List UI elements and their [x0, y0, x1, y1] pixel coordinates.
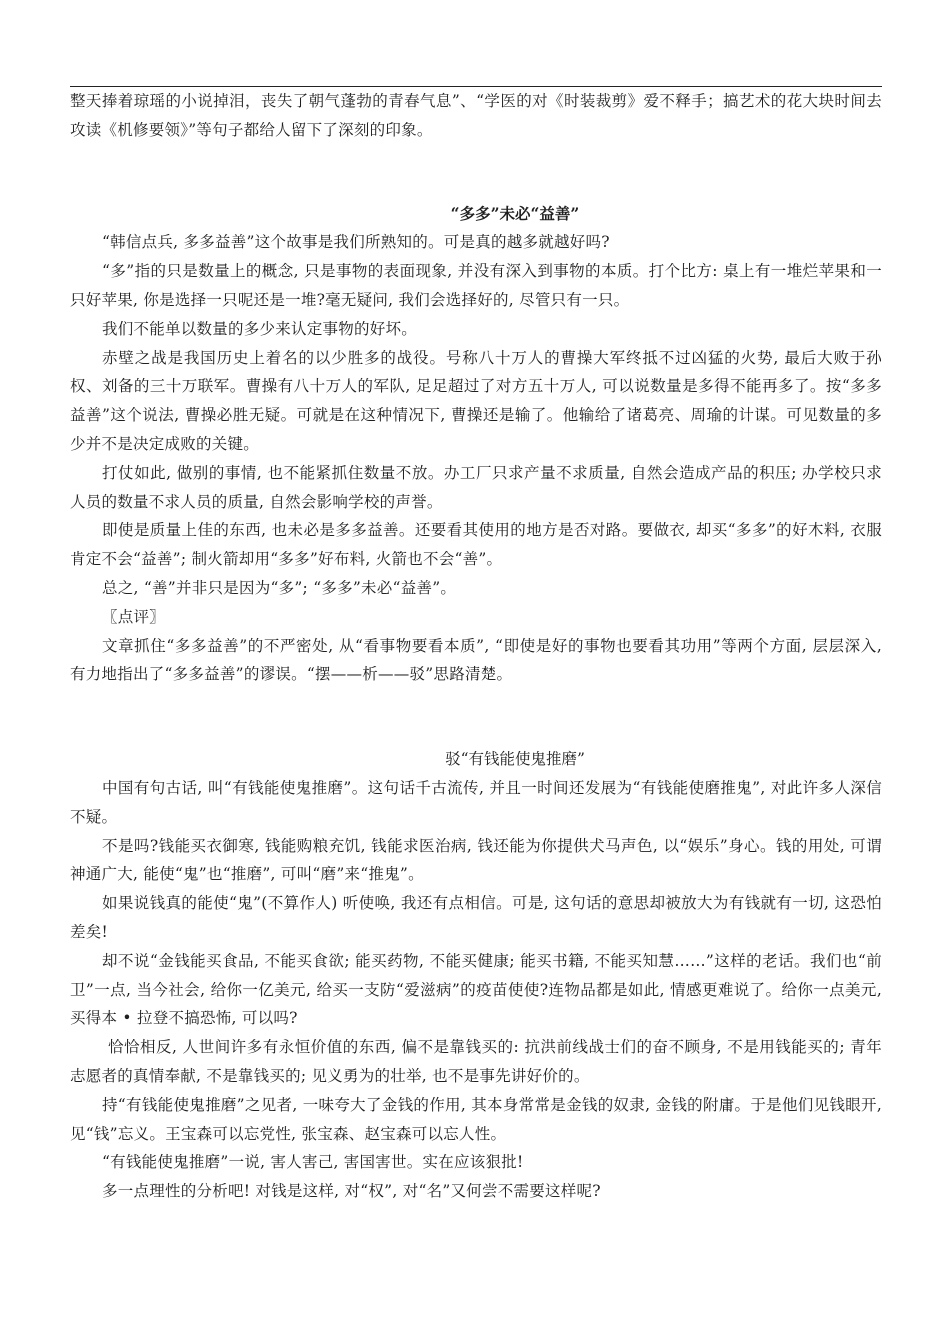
section-gap: [70, 145, 882, 200]
essay-1-paragraph: 打仗如此, 做别的事情, 也不能紧抓住数量不放。办工厂只求产量不求质量, 自然会造成产品的积压; 办学校只求人员的数量不求人员的质量, 自然会影响学校的声誉。: [70, 463, 882, 511]
essay-1-paragraph: “多”指的只是数量上的概念, 只是事物的表面现象, 并没有深入到事物的本质。打个比方: 桌上有一堆烂苹果和一只好苹果, 你是选择一只呢还是一堆?毫无疑问, 我们会选择好的, 尽管只有一只。: [70, 262, 882, 309]
essay-1-paragraph: “韩信点兵, 多多益善”这个故事是我们所熟知的。可是真的越多就越好吗?: [102, 233, 610, 252]
essay-2-paragraph: 中国有句古话, 叫“有钱能使鬼推磨”。这句话千古流传, 并且一时间还发展为“有钱能使磨推鬼”, 对此许多人深信不疑。: [70, 778, 882, 826]
essay-2-paragraph: “有钱能使鬼推磨”一说, 害人害己, 害国害世。实在应该狠批!: [102, 1153, 524, 1172]
essay-1-title: “多多”未必“益善”: [450, 203, 580, 223]
continued-paragraph: 整天捧着琼瑶的小说掉泪，丧失了朝气蓬勃的青春气息”、“学医的对《时装裁剪》爱不释手；搞艺术的花大块时间去攻读《机修要领》”等句子都给人留下了深刻的印象。: [70, 92, 882, 139]
essay-2-paragraph: 持“有钱能使鬼推磨”之见者, 一味夸大了金钱的作用, 其本身常常是金钱的奴隶, 金钱的附庸。于是他们见钱眼开, 见“钱”忘义。王宝森可以忘党性, 张宝森、赵宝森可以忘人性。: [70, 1095, 882, 1143]
essay-1: [70, 200, 882, 690]
comment-text: 文章抓住“多多益善”的不严密处, 从“看事物要看本质”, “即使是好的事物也要看其功用”等两个方面, 层层深入, 有力地指出了“多多益善”的谬误。“摆——析——驳”思路清楚。: [70, 636, 882, 684]
essay-1-paragraph: 我们不能单以数量的多少来认定事物的好坏。: [102, 319, 418, 338]
essay-2-paragraph: 却不说“金钱能买食品, 不能买食欲; 能买药物, 不能买健康; 能买书籍, 不能买知慧……”这样的老话。我们也“前卫”一点, 当今社会, 给你一亿美元, 给买一支防“爱滋病”的疫苗使使?连物品都是如此, 情感更难说了。给你一点美元, 买得本 • 拉登不搞恐怖, 可以吗?: [70, 951, 882, 1028]
essay-2-paragraph: 恰恰相反, 人世间许多有永恒价值的东西, 偏不是靠钱买的: 抗洪前线战士们的奋不顾身, 不是用钱能买的; 青年志愿者的真情奉献, 不是靠钱买的; 见义勇为的壮举, 也不是事先讲好价的。: [70, 1038, 882, 1085]
essay-1-paragraph: 总之, “善”并非只是因为“多”; “多多”未必“益善”。: [102, 578, 457, 597]
essay-2-title: 驳“有钱能使鬼推磨”: [445, 750, 585, 769]
section-gap: [70, 689, 882, 745]
essay-2: [70, 745, 882, 1206]
comment-label: 〖点评〗: [102, 607, 166, 626]
essay-1-paragraph: 赤壁之战是我国历史上着名的以少胜多的战役。号称八十万人的曹操大军终抵不过凶猛的火势, 最后大败于孙权、刘备的三十万联军。曹操有八十万人的军队, 足足超过了对方五十万人, 可以说数量是多得不能再多了。按“多多益善”这个说法, 曹操必胜无疑。可就是在这种情况下, 曹操还是输了。他输给了诸葛亮、周瑜的计谋。可见数量的多少并不是决定成败的关键。: [70, 348, 882, 453]
essay-1-paragraph: 即使是质量上佳的东西, 也未必是多多益善。还要看其使用的地方是否对路。要做衣, 却买“多多”的好木料, 衣服肯定不会“益善”; 制火箭却用“多多”好布料, 火箭也不会“善”。: [70, 521, 882, 569]
essay-2-paragraph: 多一点理性的分析吧! 对钱是这样, 对“权”, 对“名”又何尝不需要这样呢?: [102, 1182, 601, 1201]
document-page: [70, 86, 882, 1206]
essay-2-paragraph: 不是吗?钱能买衣御寒, 钱能购粮充饥, 钱能求医治病, 钱还能为你提供犬马声色, 以“娱乐”身心。钱的用处, 可谓神通广大, 能使“鬼”也“推磨”, 可叫“磨”来“推鬼”。: [70, 836, 882, 884]
essay-2-paragraph: 如果说钱真的能使“鬼”(不算作人) 听使唤, 我还有点相信。可是, 这句话的意思却被放大为有钱就有一切, 这恐怕差矣!: [70, 894, 882, 941]
